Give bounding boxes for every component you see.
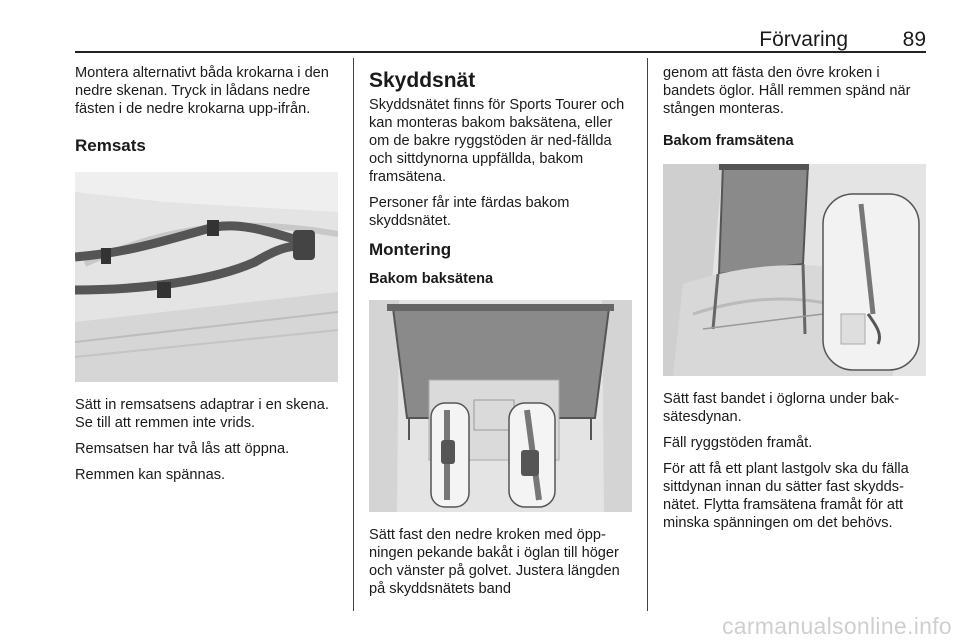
column-divider-1	[353, 58, 354, 611]
heading-skyddsnat: Skyddsnät	[369, 69, 476, 92]
caption-1: Sätt in remsatsens adaptrar i en skena. Se till att remmen inte vrids.	[75, 397, 329, 431]
column-3	[663, 64, 928, 540]
intro-paragraph: Montera alternativt båda krokarna i den nedre skenan. Tryck in lådans nedre fästen i de nedre krokarna upp-ifrån.	[75, 65, 329, 117]
section-title: Förvaring	[759, 28, 848, 51]
heading-montering: Montering	[369, 240, 452, 259]
column-2	[369, 64, 634, 606]
heading-remsats: Remsats	[75, 136, 146, 155]
page-header	[75, 28, 926, 52]
header-rule	[75, 51, 926, 53]
watermark: carmanualsonline.info	[721, 613, 952, 639]
warning-paragraph: Personer får inte färdas bakom skyddsnätet.	[369, 195, 570, 229]
front-net-illustration	[663, 164, 926, 376]
caption-2: Remsatsen har två lås att öppna.	[75, 441, 290, 457]
heading-bakom-framsatena: Bakom framsätena	[663, 133, 794, 149]
caption-3: Remmen kan spännas.	[75, 467, 226, 483]
page-number: 89	[902, 28, 926, 51]
caption-2: Fäll ryggstöden framåt.	[663, 435, 813, 451]
rear-net-illustration	[369, 300, 632, 512]
caption-1: Sätt fast bandet i öglorna under bak-sätesdynan.	[663, 391, 900, 425]
heading-bakom-baksatena: Bakom baksätena	[369, 271, 494, 287]
intro-paragraph: Skyddsnätet finns för Sports Tourer och kan monteras bakom baksätena, eller om de bakre ryggstöden är ned-fällda och sittdynorna uppfällda, bakom framsätena.	[369, 97, 625, 185]
caption: Sätt fast den nedre kroken med öpp-ningen pekande bakåt i öglan till höger och vänster på golvet. Justera längden på skyddsnätets band	[369, 527, 620, 597]
column-1	[75, 64, 340, 492]
column-divider-2	[647, 58, 648, 611]
continued-paragraph: genom att fästa den övre kroken i bandets öglor. Håll remmen spänd när stången monteras.	[663, 65, 911, 117]
strap-kit-illustration	[75, 172, 338, 382]
caption-3: För att få ett plant lastgolv ska du fälla sittdynan innan du sätter fast skydds-nätet. Flytta framsätena framåt för att minska spänningen om det behövs.	[663, 461, 909, 531]
